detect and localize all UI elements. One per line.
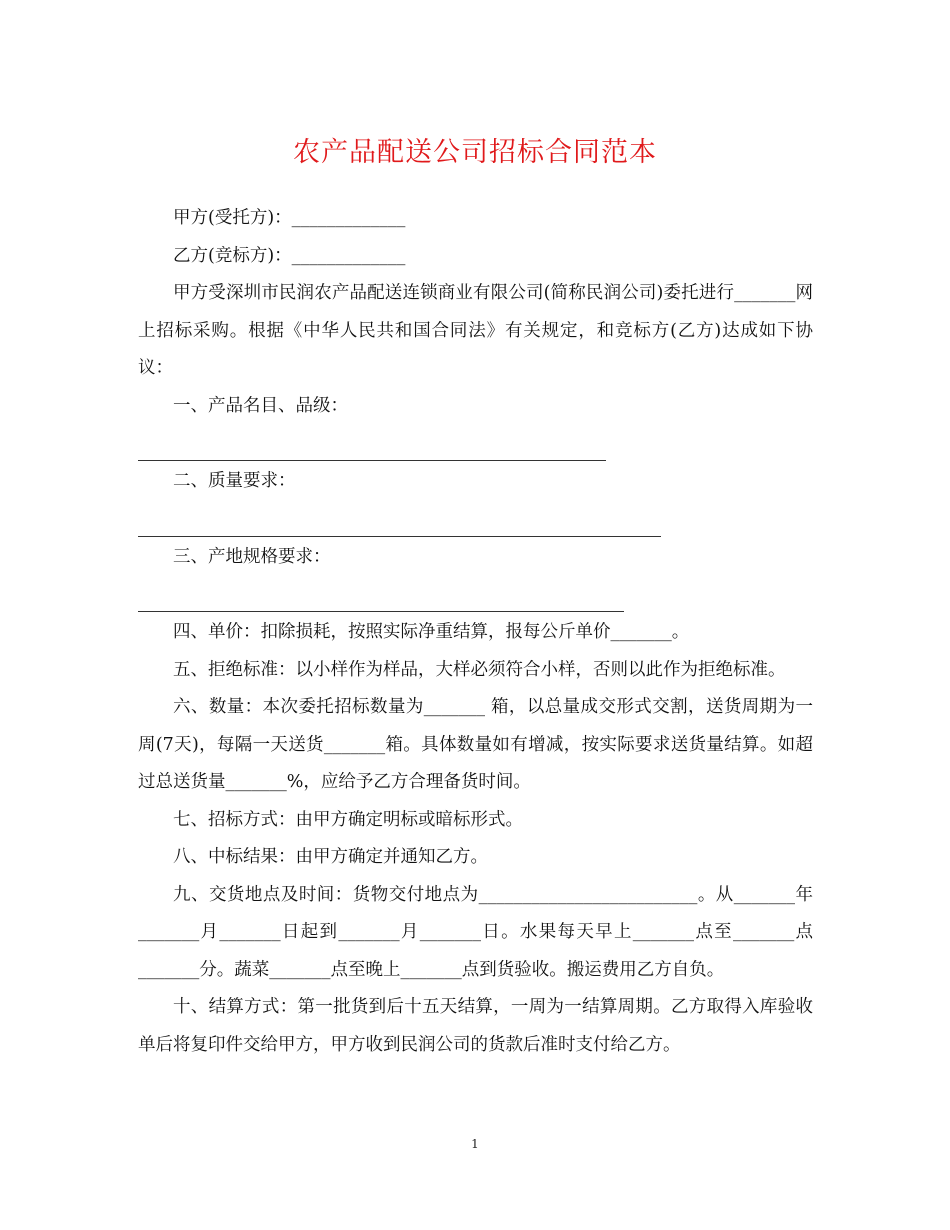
section-1-heading: 一、产品名目、品级： bbox=[173, 395, 348, 416]
section-5-paragraph: 五、拒绝标准：以小样作为样品，大样必须符合小样，否则以此作为拒绝标准。 bbox=[173, 659, 786, 680]
party-b-line: 乙方(竞标方)：_____________ bbox=[173, 245, 406, 266]
section-8-paragraph: 八、中标结果：由甲方确定并通知乙方。 bbox=[173, 847, 488, 867]
section-7-paragraph: 七、招标方式：由甲方确定明标或暗标形式。 bbox=[173, 809, 523, 830]
section-6-paragraph: 六、数量：本次委托招标数量为_______ 箱，以总量成交形式交割，送货周期为一周(7天)，每隔一天送货_______箱。具体数量如有增减，按实际要求送货量结算。如超过总送货量_______%，应给予乙方合理备货时间。 bbox=[138, 697, 813, 792]
fill-in-line-1 bbox=[138, 425, 606, 461]
section-4-paragraph: 四、单价：扣除损耗，按照实际净重结算，报每公斤单价_______。 bbox=[173, 622, 690, 642]
document-body bbox=[138, 200, 813, 1064]
document-title: 农产品配送公司招标合同范本 bbox=[293, 137, 657, 168]
section-3-heading: 三、产地规格要求： bbox=[173, 546, 331, 567]
section-2-heading: 二、质量要求： bbox=[173, 471, 296, 491]
fill-in-line-2 bbox=[138, 501, 661, 537]
section-9-paragraph: 九、交货地点及时间：货物交付地点为_________________________。从_______年_______月_______日起到_______月_______日。水果每天早上_______点至_______点_______分。蔬菜_______点至晚上_______点到货验收。搬运费用乙方自负。 bbox=[138, 884, 813, 980]
intro-paragraph: 甲方受深圳市民润农产品配送连锁商业有限公司(简称民润公司)委托进行_______网上招标采购。根据《中华人民共和国合同法》有关规定，和竞标方(乙方)达成如下协议： bbox=[138, 283, 813, 378]
section-10-paragraph: 十、结算方式：第一批货到后十五天结算，一周为一结算周期。乙方取得入库验收单后将复印件交给甲方，甲方收到民润公司的货款后准时支付给乙方。 bbox=[138, 997, 813, 1055]
fill-in-line-3 bbox=[138, 576, 624, 612]
party-a-line: 甲方(受托方)：_____________ bbox=[173, 208, 406, 228]
page-number: 1 bbox=[471, 1137, 479, 1151]
